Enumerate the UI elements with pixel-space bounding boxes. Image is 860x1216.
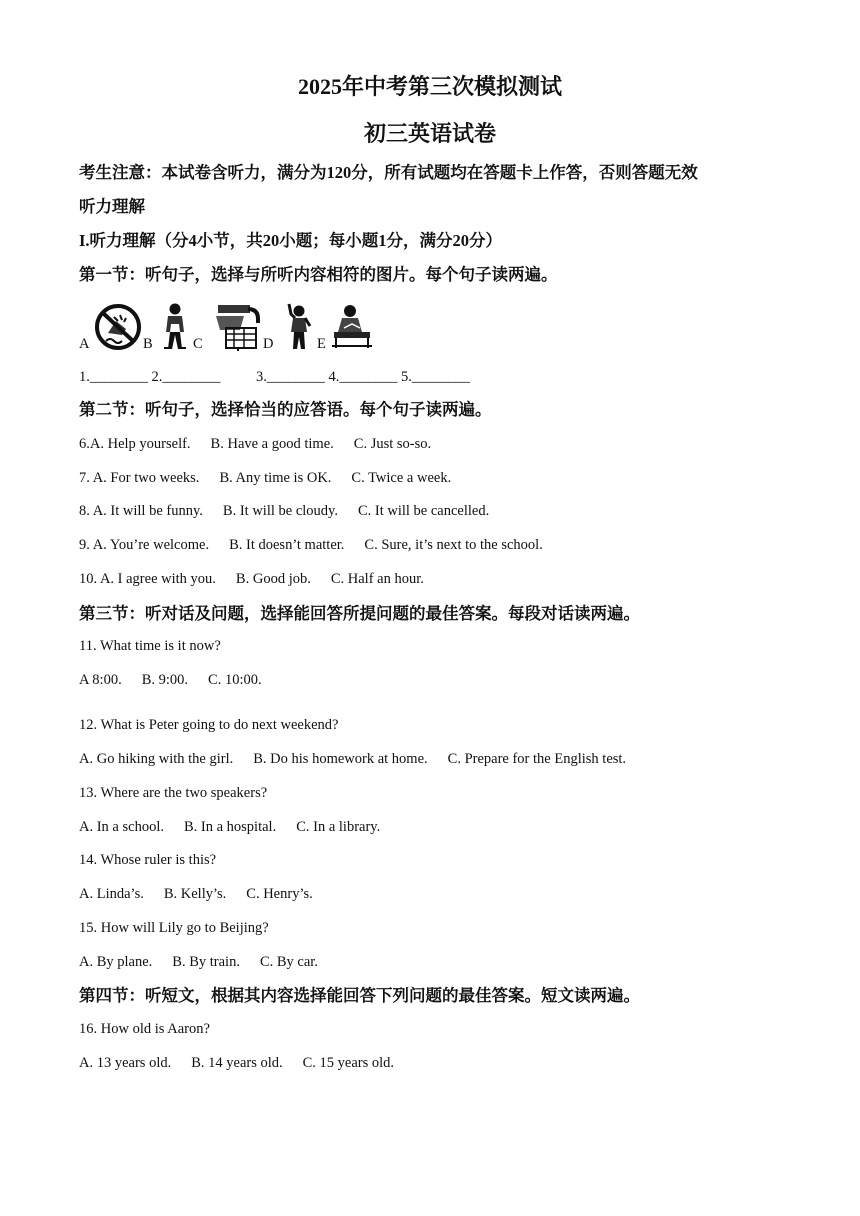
sink-faucet-icon [212, 302, 262, 352]
page-title: 2025年中考第三次模拟测试 [297, 74, 562, 99]
question-16-options [79, 1055, 394, 1072]
option: B. It will be cloudy. [222, 503, 338, 519]
option: A. Linda’s. [79, 886, 144, 902]
question-15-text: 15. How will Lily go to Beijing? [79, 920, 269, 936]
option: A 8:00. [79, 672, 122, 688]
question-7 [79, 470, 451, 487]
answer-blanks-3-5: 3.________ 4.________ 5.________ [256, 369, 470, 385]
option: 10. A. I agree with you. [79, 571, 216, 587]
sec3-instruction: 第三节：听对话及问题，选择能回答所提问题的最佳答案。每段对话读两遍。 [79, 604, 640, 623]
option: C. In a library. [296, 819, 381, 835]
option: B. 9:00. [141, 672, 189, 688]
question-11-text: 11. What time is it now? [79, 638, 221, 654]
option: A. 13 years old. [79, 1055, 172, 1071]
option: C. By car. [259, 954, 318, 970]
option: C. Twice a week. [351, 470, 452, 486]
option: A. By plane. [79, 954, 153, 970]
question-11-options [79, 672, 262, 689]
option: A. Go hiking with the girl. [79, 751, 234, 767]
question-12-options [79, 751, 626, 768]
section-title: 听力理解 [79, 197, 145, 216]
option: C. Just so-so. [353, 436, 432, 452]
question-16-text: 16. How old is Aaron? [79, 1021, 210, 1037]
picture-label-a: A [79, 336, 90, 352]
option: C. 10:00. [208, 672, 262, 688]
option: C. 15 years old. [302, 1055, 395, 1071]
question-15-options [79, 954, 318, 971]
question-14-text: 14. Whose ruler is this? [79, 852, 217, 868]
option: 6.A. Help yourself. [79, 436, 191, 452]
option: C. It will be cancelled. [357, 503, 490, 519]
sec4-instruction: 第四节：听短文，根据其内容选择能回答下列问题的最佳答案。短文读两遍。 [79, 986, 640, 1005]
option: C. Half an hour. [330, 571, 424, 587]
page-subtitle: 初三英语试卷 [363, 121, 496, 146]
option: B. Kelly’s. [163, 886, 227, 902]
picture-label-b: B [143, 336, 153, 352]
standing-boy-icon [160, 302, 190, 352]
no-littering-sign-icon [92, 303, 144, 351]
question-6 [79, 436, 431, 453]
question-9 [79, 537, 543, 554]
question-13-text: 13. Where are the two speakers? [79, 785, 268, 801]
option: B. Have a good time. [210, 436, 334, 452]
question-13-options [79, 819, 380, 836]
option: C. Henry’s. [246, 886, 313, 902]
option: B. It doesn’t matter. [229, 537, 345, 553]
option: B. Good job. [235, 571, 311, 587]
option: 8. A. It will be funny. [79, 503, 203, 519]
option: B. In a hospital. [183, 819, 277, 835]
question-8 [79, 503, 489, 520]
reading-girl-icon [330, 302, 374, 350]
picture-label-d: D [263, 336, 274, 352]
option: B. Any time is OK. [219, 470, 332, 486]
option: 9. A. You’re welcome. [79, 537, 210, 553]
question-10 [79, 571, 424, 588]
picture-label-c: C [193, 336, 203, 352]
question-14-options [79, 886, 313, 903]
sec2-instruction: 第二节：听句子，选择恰当的应答语。每个句子读两遍。 [79, 400, 492, 419]
option: B. Do his homework at home. [253, 751, 428, 767]
part-header: I.听力理解（分4小节，共20小题；每小题1分，满分20分） [79, 231, 503, 250]
exam-notice: 考生注意：本试卷含听力，满分为120分，所有试题均在答题卡上作答，否则答题无效 [79, 163, 698, 182]
option: C. Prepare for the English test. [447, 751, 627, 767]
answer-blanks-1-2: 1.________ 2.________ [79, 369, 221, 385]
option: 7. A. For two weeks. [79, 470, 200, 486]
option: B. By train. [172, 954, 240, 970]
picture-label-e: E [317, 336, 326, 352]
waving-boy-icon [285, 302, 313, 352]
option: C. Sure, it’s next to the school. [364, 537, 543, 553]
sec1-instruction: 第一节：听句子，选择与所听内容相符的图片。每个句子读两遍。 [79, 265, 558, 284]
option: A. In a school. [79, 819, 164, 835]
option: B. 14 years old. [191, 1055, 283, 1071]
question-12-text: 12. What is Peter going to do next weekend? [79, 717, 339, 733]
